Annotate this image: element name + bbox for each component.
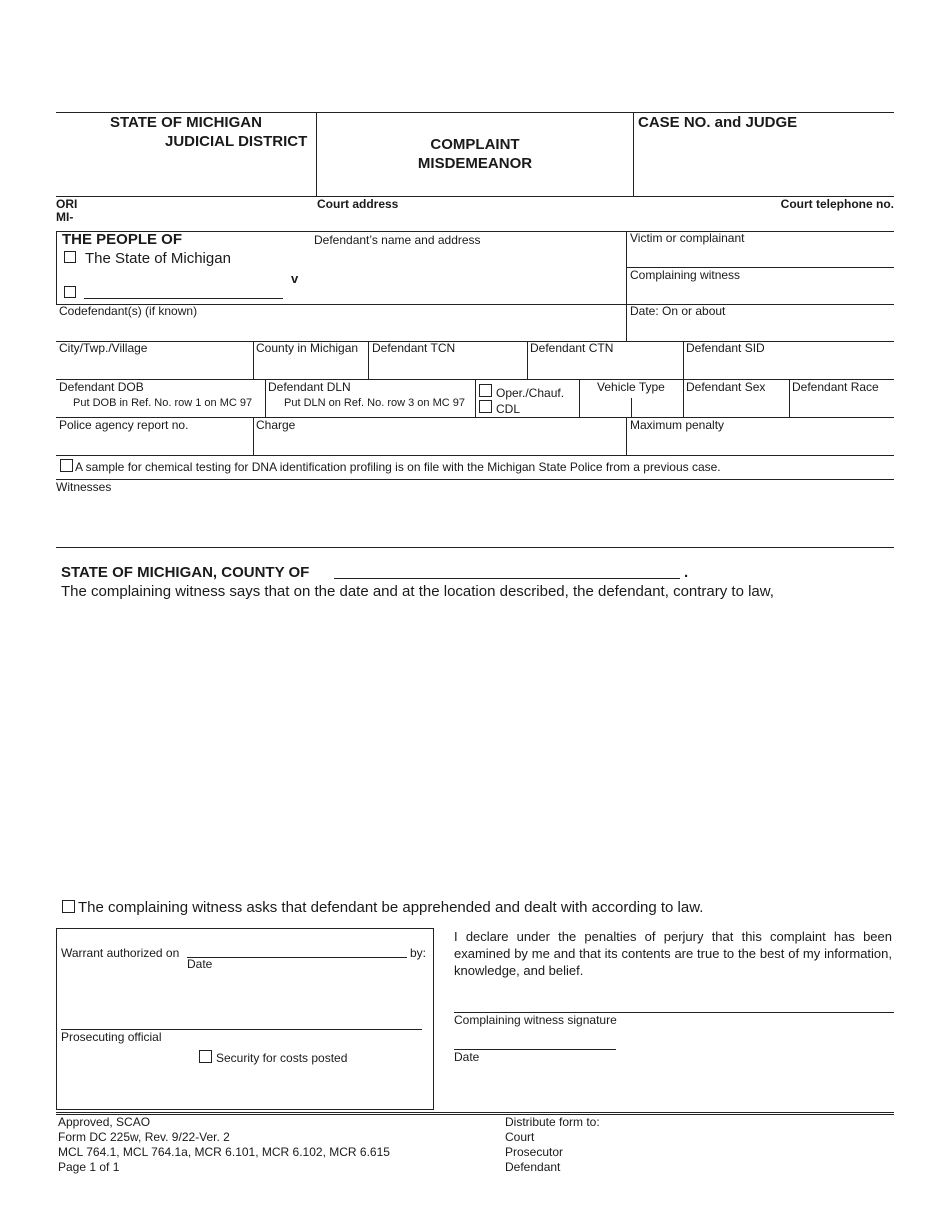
other-people-field[interactable] [84,298,283,299]
other-people-checkbox[interactable] [64,286,76,298]
dln-note: Put DLN on Ref. No. row 3 on MC 97 [284,397,465,409]
vehicle-type-label: Vehicle Type [597,380,665,394]
defendant-name-label: Defendant’s name and address [314,233,481,247]
witnesses-field[interactable] [56,496,894,546]
race-label: Defendant Race [792,380,879,394]
city-label: City/Twp./Village [59,341,148,355]
security-label: Security for costs posted [216,1051,348,1065]
distribute-defendant: Defendant [505,1160,561,1174]
approved-text: Approved, SCAO [58,1115,151,1129]
police-report-label: Police agency report no. [59,418,189,432]
footer-rule-2 [56,1114,894,1115]
date-on-about-label: Date: On or about [630,304,726,318]
statement-field[interactable] [56,605,894,885]
max-penalty-label: Maximum penalty [630,418,725,432]
row2-divider-1 [265,379,266,417]
state-heading: STATE OF MICHIGAN [110,114,262,131]
distribute-prosecutor: Prosecutor [505,1145,564,1159]
county-of-period: . [684,564,689,581]
row1-divider-3 [527,341,528,379]
rules-text: MCL 764.1, MCL 764.1a, MCR 6.101, MCR 6.102, MCR 6.615 [58,1145,390,1159]
row3-divider-1 [253,417,254,455]
cdl-label: CDL [496,402,521,416]
prosecuting-official-label: Prosecuting official [61,1030,162,1044]
case-no-field[interactable] [634,134,894,194]
district-heading: JUDICIAL DISTRICT [165,133,308,150]
warrant-date-label: Date [187,957,213,971]
dob-label: Defendant DOB [59,380,144,394]
vehicle-type-tick [631,398,632,417]
dna-text: A sample for chemical testing for DNA identification profiling is on file with the Michigan State Police from a previous case. [75,460,721,474]
county-of-field[interactable] [334,578,680,579]
tcn-label: Defendant TCN [372,341,456,355]
county-of-label: STATE OF MICHIGAN, COUNTY OF [61,564,310,581]
dna-bottom-rule [56,479,894,480]
complaining-witness-label: Complaining witness [630,268,741,282]
sex-label: Defendant Sex [686,380,766,394]
row3-divider-2 [626,417,627,455]
header-divider-left [316,112,317,196]
warrant-authorized-label: Warrant authorized on [61,946,180,960]
dob-note: Put DOB in Ref. No. row 1 on MC 97 [73,397,253,409]
ori-prefix: MI- [56,210,74,224]
row2-divider-3 [579,379,580,417]
header-top-rule [56,112,894,113]
footer-rule-1 [56,1112,894,1113]
state-of-michigan-checkbox[interactable] [64,251,76,263]
form-number-text: Form DC 225w, Rev. 9/22-Ver. 2 [58,1130,230,1144]
distribute-heading: Distribute form to: [505,1115,600,1129]
state-of-michigan-label: The State of Michigan [85,250,231,267]
row1-divider-2 [368,341,369,379]
distribute-court: Court [505,1130,535,1144]
row2-divider-5 [789,379,790,417]
form-title-line2: MISDEMEANOR [417,155,533,172]
witnesses-label: Witnesses [56,480,112,494]
case-no-label: CASE NO. and JUDGE [638,114,798,131]
court-address-label: Court address [317,197,399,211]
row1-top-rule [56,341,894,342]
oper-chauf-checkbox[interactable] [479,384,492,397]
signature-label: Complaining witness signature [454,1013,617,1027]
cdl-checkbox[interactable] [479,400,492,413]
security-checkbox[interactable] [199,1050,212,1063]
row1-divider-1 [253,341,254,379]
row1-divider-4 [683,341,684,379]
victim-label: Victim or complainant [630,231,745,245]
page-number-text: Page 1 of 1 [58,1160,120,1174]
ori-label: ORI [56,197,78,211]
declaration-date-label: Date [454,1050,480,1064]
oper-chauf-label: Oper./Chauf. [496,386,565,400]
form-title-line1: COMPLAINT [430,136,520,153]
sid-label: Defendant SID [686,341,765,355]
row2-divider-2 [475,379,476,417]
people-of-heading: THE PEOPLE OF [62,231,183,248]
people-left-rule [56,231,57,304]
statement-text: The complaining witness says that on the date and at the location described, the defendant, contrary to law, [61,583,774,600]
codefendants-label: Codefendant(s) (if known) [59,304,198,318]
apprehend-checkbox[interactable] [62,900,75,913]
warrant-by-label: by: [410,946,427,960]
ctn-label: Defendant CTN [530,341,614,355]
warrant-date-field[interactable] [187,957,407,958]
court-telephone-label: Court telephone no. [780,197,894,211]
dna-checkbox[interactable] [60,459,73,472]
row2-divider-4 [683,379,684,417]
charge-label: Charge [256,418,296,432]
declaration-text: I declare under the penalties of perjury that this complaint has been examined by me and that its contents are true to the best of my information, knowledge, and belief. [454,929,892,978]
versus-label: v [291,271,299,286]
county-label: County in Michigan [256,341,359,355]
people-right-divider [626,231,627,342]
witnesses-bottom-rule [56,547,894,548]
dln-label: Defendant DLN [268,380,351,394]
dna-top-rule [56,455,894,456]
apprehend-text: The complaining witness asks that defendant be apprehended and dealt with according to law. [78,899,704,916]
